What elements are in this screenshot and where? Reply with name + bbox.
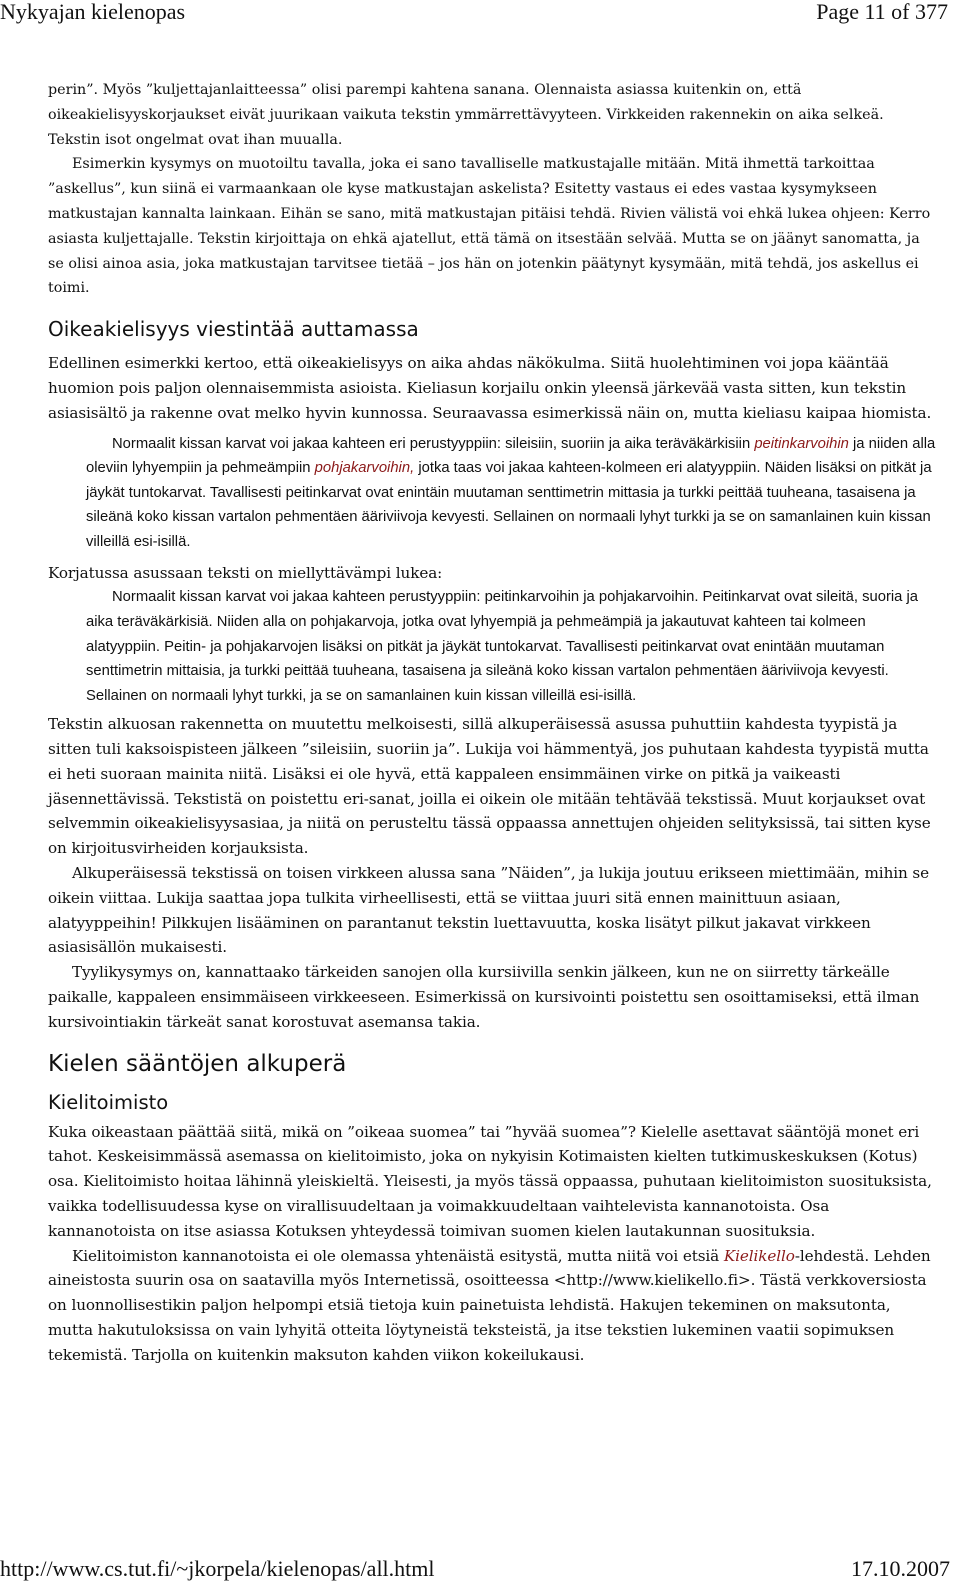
paragraph: Edellinen esimerkki kertoo, että oikeakielisyys on aika ahdas näkökulma. Siitä huolehtiminen voi jopa kääntää huomion pois paljon olennaisemmista asioista. Kieliasun korjailu onkin yleensä järkevää vasta sitten, kun tekstin asiasisältö ja rakenne ovat melko hyvin kunnossa. Seuraavassa esimerkissä näin on, mutta kieliasu kaipaa hiomista. <box>48 354 932 422</box>
paragraph-part: Kielitoimiston kannanotoista ei ole olemassa yhtenäistä esitystä, mutta niitä voi etsiä <box>72 1246 724 1265</box>
header-page-number: Page 11 of 377 <box>816 0 948 24</box>
emphasis: pohjakarvoihin, <box>314 460 415 477</box>
page-content <box>48 78 936 1368</box>
paragraph: Tyylikysymys on, kannattaako tärkeiden sanojen olla kursiivilla senkin jälkeen, kun ne on siirretty tärkeälle paikalle, kappaleen ensimmäiseen virkkeeseen. Esimerkissä on kursivointi poistettu sen osoittamiseksi, että ilman kursivointiakin tärkeät sanat korostuvat asemansa takia. <box>48 963 920 1031</box>
footer-date: 17.10.2007 <box>851 1556 950 1581</box>
paragraph: Korjatussa asussaan teksti on miellyttävämpi lukea: <box>48 563 443 582</box>
paragraph: Alkuperäisessä tekstissä on toisen virkkeen alussa sana ”Näiden”, ja lukija joutuu erikseen miettimään, mihin se oikein viittaa. Lukija saattaa jopa tulkita virheellisesti, että se viittaa juuri sitä ennen mainittuun asiaan, alatyyppeihin! Pilkkujen lisääminen on parantanut tekstin luettavuutta, koska lisätyt pilkut jakavat virkkeen asiasisällön mukaisesti. <box>48 864 929 957</box>
footer-url: http://www.cs.tut.fi/~jkorpela/kielenopas/all.html <box>0 1556 435 1581</box>
header-title: Nykyajan kielenopas <box>0 0 186 24</box>
quote-corrected <box>48 585 936 708</box>
paragraph <box>48 152 936 301</box>
chapter-heading: Kielen sääntöjen alkuperä <box>48 1050 347 1077</box>
paragraph: Kuka oikeastaan päättää siitä, mikä on ”oikeaa suomea” tai ”hyvää suomea”? Kielelle asettavat sääntöjä monet eri tahot. Keskeisimmässä asemassa on kielitoimisto, joka on nykyisin Kotimaisten kielten tutkimuskeskuksen (Kotus) osa. Kielitoimisto hoitaa lähinnä yleiskieltä. Yleisesti, ja myös tässä oppaassa, puhutaan kielitoimiston suosituksista, vaikka todellisuudessa kyse on virallisuudeltaan ja voimakkuudeltaan vaihtelevista kannanotoista. Osa kannanotoista on itse asiassa Kotuksen yhteydessä toimivan suomen kielen lautakunnan suosituksia. <box>48 1122 932 1240</box>
emphasis: Kielikello <box>723 1246 795 1265</box>
emphasis: peitinkarvoihin <box>754 435 849 452</box>
paragraph: perin”. Myös ”kuljettajanlaitteessa” olisi parempi kahtena sanana. Olennaista asiassa kuitenkin on, että oikeakielisyyskorjaukset eivät juurikaan vaikuta tekstin ymmärrettävyyteen. Virkkeiden rakennekin on aika selkeä. Tekstin isot ongelmat ovat ihan muualla. <box>48 82 884 148</box>
paragraph-part: Mitä ihmettä tarkoittaa ”askellus”, kun siinä ei varmaankaan ole kyse matkustajan askelista? Esitetty vastaus ei edes vastaa kysymykseen matkustajan kannalta lainkaan. Eihän se sano, mitä matkustajan pitäisi tehdä. Rivien välistä voi ehkä lukea ohjeen: Kerro asiasta kuljettajalle. Tekstin kirjoittaja on ehkä ajatellut, että tämä on itsestään selvää. Mutta se on jäänyt sanomatta, ja se olisi ainoa asia, joka matkustajan tarvitsee tietää – jos hän on jotenkin päätynyt kysymään, mitä tehdä, jos askellus ei toimi. <box>48 156 931 297</box>
quote-text: Normaalit kissan karvat voi jakaa kahteen perustyyppiin: peitinkarvoihin ja pohjakarvoihin. Peitinkarvat ovat sileitä, suoria ja aika teräväkärkisiä. Niiden alla on pohjakarvoja, jotka ovat lyhyempiä ja pehmeämpiä ja jakautuvat kahteen tai kolmeen alatyyppiin. Peitin- ja pohjakarvojen lisäksi on pitkät ja jäykät tuntokarvat. Tavallisesti peitinkarvat ovat enintään muutaman senttimetrin mittaisia, ja turkki peittää tuuheana, tasaisena ja sileänä koko kissan vartalon pehmentäen ääriviivoja kevyesti. Sellainen on normaali lyhyt turkki, ja se on samanlainen kuin kissan villeillä esi-isillä. <box>86 589 919 704</box>
paragraph-part: Esimerkin kysymys on muotoiltu tavalla, joka ei sano tavalliselle matkustajalle mitään. <box>72 156 701 173</box>
quote-original <box>48 432 936 555</box>
paragraph <box>48 1244 936 1368</box>
paragraph: Tekstin alkuosan rakennetta on muutettu melkoisesti, sillä alkuperäisessä asussa puhuttiin kahdesta tyypistä ja sitten tuli kaksoispisteen jälkeen ”sileisiin, suoriin ja”. Lukija voi hämmentyä, jos puhutaan kahdesta tyypistä mutta ei heti suoraan mainita niitä. Lisäksi ei ole hyvä, että kappaleen ensimmäinen virke on pitkä ja vaikeasti jäsennettävissä. Tekstistä on poistettu eri-sanat, joilla ei oikein ole mitään tehtävää tekstissä. Muut korjaukset ovat selvemmin oikeakielisyysasiaa, ja niitä on perusteltu tässä oppaassa annettujen ohjeiden selityksissä, tai sitten kyse on kirjoitusvirheiden korjauksista. <box>48 715 931 858</box>
quote-text <box>86 432 936 555</box>
print-footer <box>0 1556 960 1584</box>
quote-part: jotka taas voi jakaa kahteen-kolmeen eri alatyyppiin. Näiden lisäksi on pitkät ja jäykät tuntokarvat. Tavallisesti peitinkarvat ovat enintäin muutaman senttimetrin mittasia ja turkki peittää tuuheana, tasaisena ja sileänä koko kissan vartalon pehmentäen ääriviivoja kevyesti. Sellainen on normaali lyhyt turkki ja se on samanlainen kuin kissan villeillä esi-isillä. <box>86 460 932 550</box>
paragraph-part: -lehdestä. Lehden aineistosta suurin osa on saatavilla myös Internetissä, osoitteessa <http://www.kielikello.fi>. Tästä verkkoversiosta on luonnollisestikin paljon helpompi etsiä tietoja kuin painetuista lehdistä. Hakujen tekeminen on maksutonta, mutta hakutuloksissa on vain lyhyitä otteita löytyneistä teksteistä, ja itse tekstien lukeminen vaatii sopimuksen tekemistä. Tarjolla on kuitenkin maksuton kahden viikon kokeilukausi. <box>48 1246 931 1364</box>
section-heading: Oikeakielisyys viestintää auttamassa <box>48 317 419 342</box>
quote-part: ja niiden alla oleviin lyhyempiin ja pehmeämpiin <box>86 435 936 477</box>
subsection-heading: Kielitoimisto <box>48 1090 169 1114</box>
quote-part: Normaalit kissan karvat voi jakaa kahteen eri perustyyppiin: sileisiin, suoriin ja aika teräväkärkisiin <box>112 435 755 452</box>
print-header <box>0 0 960 26</box>
